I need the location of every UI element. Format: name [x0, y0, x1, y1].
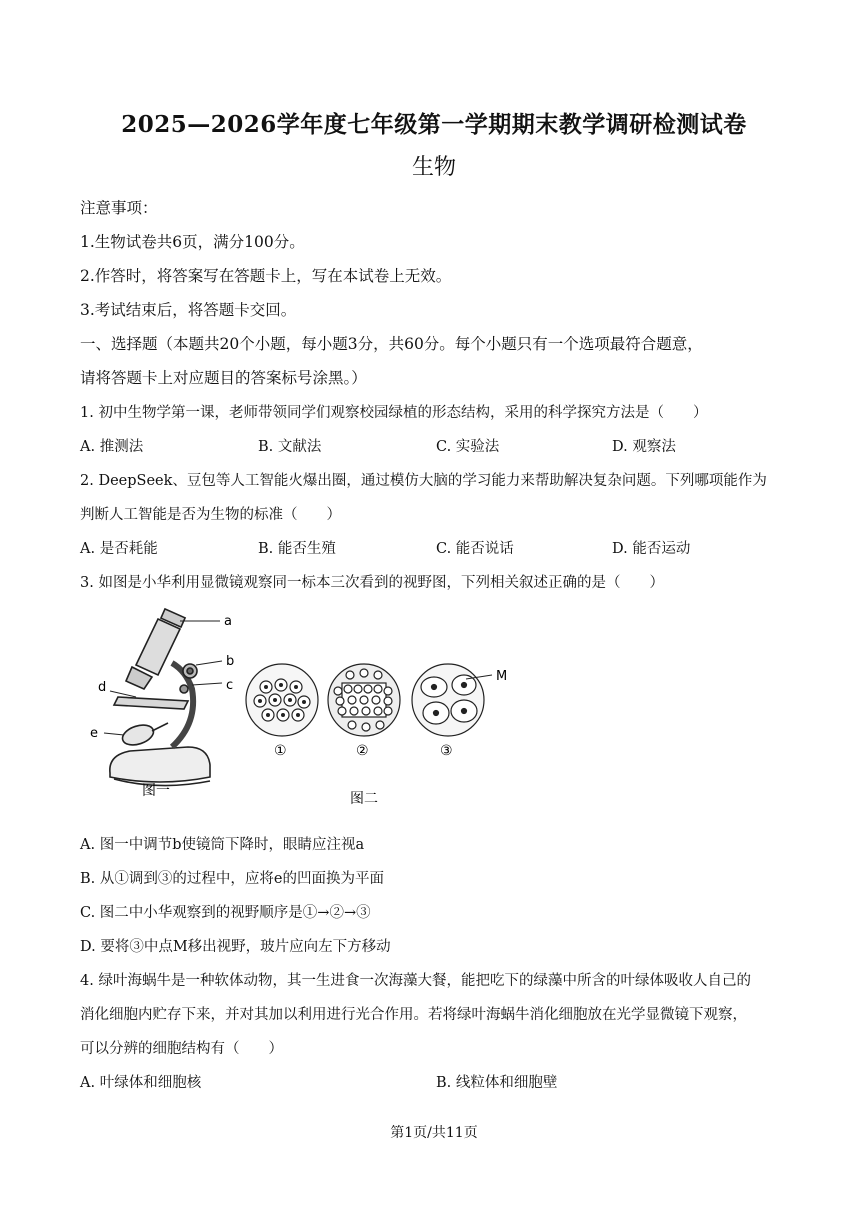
question-4-stem-line-2: 消化细胞内贮存下来，并对其加以利用进行光合作用。若将绿叶海蜗牛消化细胞放在光学显微镜下观察， [80, 1007, 747, 1023]
subject-title: 生物 [411, 155, 456, 180]
view-1-label: ① [274, 743, 287, 759]
question-3-option-d: D. 要将③中点M移出视野，玻片应向左下方移动 [80, 939, 391, 955]
section-heading-line-1: 一、选择题（本题共20个小题，每小题3分，共60分。每个小题只有一个选项最符合题意， [80, 335, 703, 353]
notice-heading: 注意事项： [80, 199, 158, 217]
question-2-option-b: B. 能否生殖 [258, 541, 336, 557]
question-3-option-a: A. 图一中调节b使镜筒下降时，眼睛应注视a [80, 837, 365, 853]
question-4-stem-line-1: 4. 绿叶海蜗牛是一种软体动物，其一生进食一次海藻大餐，能把吃下的绿藻中所含的叶绿体吸收人自己的 [80, 973, 751, 989]
field-of-view-1 [246, 664, 318, 736]
question-3-option-b: B. 从①调到③的过程中，应将e的凹面换为平面 [80, 871, 384, 887]
label-e: e [90, 726, 98, 741]
figure-1-caption: 图一 [142, 783, 170, 799]
section-heading-line-2: 请将答题卡上对应题目的答案标号涂黑。） [80, 369, 367, 387]
notice-item-2: 2.作答时，将答案写在答题卡上，写在本试卷上无效。 [80, 267, 452, 285]
label-a: a [224, 614, 232, 629]
question-3-figure [80, 605, 540, 815]
question-2-option-c: C. 能否说话 [436, 541, 514, 557]
view-3-label: ③ [440, 743, 453, 759]
notice-item-3: 3.考试结束后，将答题卡交回。 [80, 301, 297, 319]
question-4-option-a: A. 叶绿体和细胞核 [80, 1075, 202, 1091]
question-2-option-d: D. 能否运动 [612, 541, 691, 557]
question-1-option-b: B. 文献法 [258, 439, 322, 455]
question-1-option-c: C. 实验法 [436, 439, 500, 455]
question-1-option-a: A. 推测法 [80, 439, 144, 455]
question-2-stem-line-2: 判断人工智能是否为生物的标准（ ） [80, 507, 341, 523]
view-2-label: ② [356, 743, 369, 759]
field-of-view-3 [412, 664, 492, 736]
page-number: 第1页/共11页 [390, 1125, 478, 1141]
microscope-illustration [110, 609, 210, 786]
question-4-stem-line-3: 可以分辨的细胞结构有（ ） [80, 1041, 283, 1057]
figure-2-caption: 图二 [350, 791, 378, 807]
label-c: c [226, 678, 234, 693]
question-2-stem-line-1: 2. DeepSeek、豆包等人工智能火爆出圈，通过模仿大脑的学习能力来帮助解决复杂问题。下列哪项能作为 [80, 473, 767, 489]
field-of-view-2 [328, 664, 400, 736]
label-b: b [226, 654, 235, 669]
question-4-option-b: B. 线粒体和细胞壁 [436, 1075, 558, 1091]
question-2-option-a: A. 是否耗能 [80, 541, 158, 557]
notice-item-1: 1.生物试卷共6页，满分100分。 [80, 233, 305, 251]
question-3-stem: 3. 如图是小华利用显微镜观察同一标本三次看到的视野图，下列相关叙述正确的是（ ） [80, 575, 664, 591]
label-d: d [98, 680, 107, 695]
question-3-option-c: C. 图二中小华观察到的视野顺序是①→②→③ [80, 905, 371, 921]
page-title: 2025—2026学年度七年级第一学期期末教学调研检测试卷 [121, 111, 747, 138]
question-1-option-d: D. 观察法 [612, 439, 676, 455]
label-m: M [496, 669, 508, 684]
question-1-stem: 1. 初中生物学第一课，老师带领同学们观察校园绿植的形态结构，采用的科学探究方法是（ ） [80, 405, 708, 421]
